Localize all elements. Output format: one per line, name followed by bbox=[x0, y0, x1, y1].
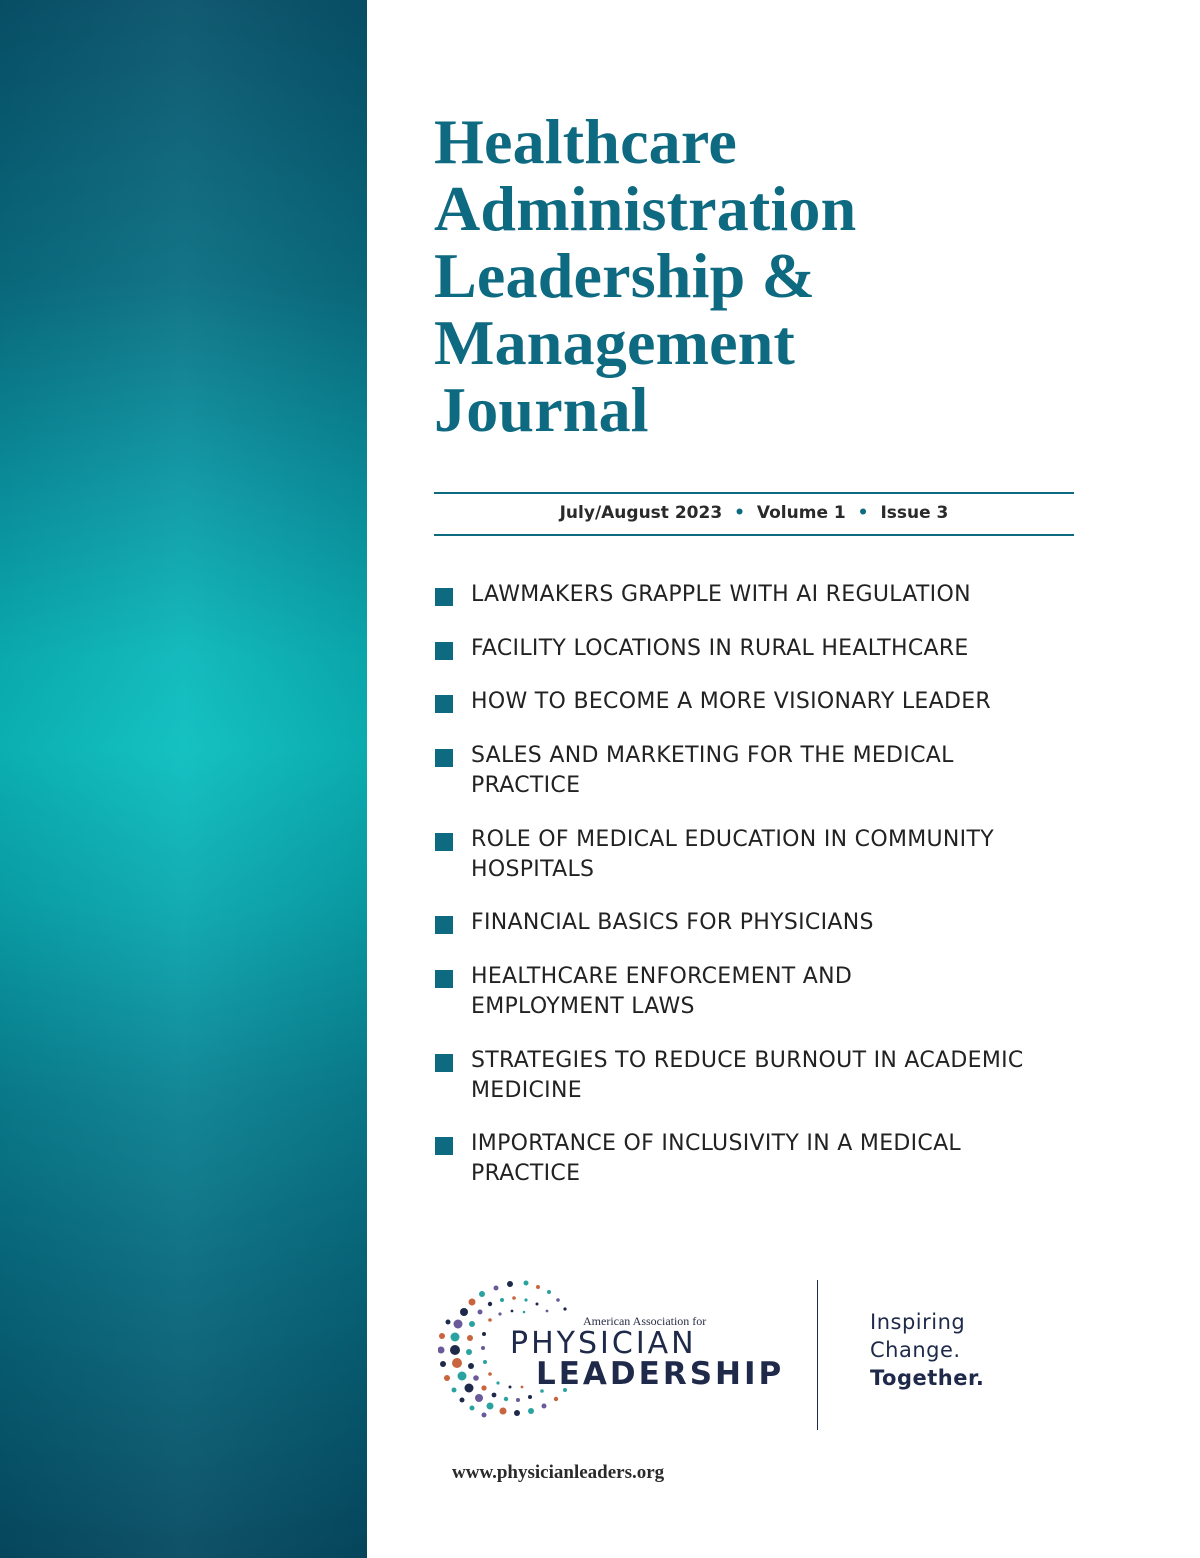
journal-title-line: Management bbox=[434, 307, 796, 378]
tagline-line: Together. bbox=[870, 1366, 985, 1390]
issue-info bbox=[434, 503, 1074, 523]
journal-title-line: Healthcare bbox=[434, 106, 737, 177]
journal-title-line: Journal bbox=[434, 374, 649, 445]
tagline-line: Change. bbox=[870, 1338, 961, 1362]
bullet-square-icon bbox=[435, 970, 453, 988]
bullet-square-icon bbox=[435, 1054, 453, 1072]
issue-number: Issue 3 bbox=[880, 503, 949, 523]
issue-date: July/August 2023 bbox=[559, 503, 723, 523]
tagline-line: Inspiring bbox=[870, 1310, 966, 1334]
logo-wordmark-leadership: LEADERSHIP bbox=[536, 1356, 785, 1392]
separator-dot: • bbox=[734, 503, 745, 523]
bullet-square-icon bbox=[435, 833, 453, 851]
separator-dot: • bbox=[857, 503, 869, 523]
logo-small-text: American Association for bbox=[583, 1314, 707, 1328]
toc-item-title: HEALTHCARE ENFORCEMENT AND EMPLOYMENT LAWS bbox=[471, 964, 853, 1019]
logo-divider bbox=[817, 1280, 818, 1430]
toc-item-title: IMPORTANCE OF INCLUSIVITY IN A MEDICAL PRACTICE bbox=[471, 1131, 961, 1186]
toc-item-title: FINANCIAL BASICS FOR PHYSICIANS bbox=[471, 910, 874, 935]
issue-rule-top bbox=[434, 492, 1074, 494]
toc-item-title: ROLE OF MEDICAL EDUCATION IN COMMUNITY HOSPITALS bbox=[471, 827, 994, 882]
toc-item-title: HOW TO BECOME A MORE VISIONARY LEADER bbox=[471, 689, 991, 714]
bullet-square-icon bbox=[435, 695, 453, 713]
cover-side-band bbox=[0, 0, 367, 1558]
toc-item-title: FACILITY LOCATIONS IN RURAL HEALTHCARE bbox=[471, 636, 969, 661]
bullet-square-icon bbox=[435, 588, 453, 606]
logo-wordmark-physician: PHYSICIAN bbox=[510, 1326, 697, 1361]
journal-title bbox=[434, 108, 1134, 443]
tagline bbox=[870, 1308, 984, 1392]
journal-title-line: Leadership & bbox=[434, 240, 816, 311]
bullet-square-icon bbox=[435, 642, 453, 660]
bullet-square-icon bbox=[435, 916, 453, 934]
toc-item-title: STRATEGIES TO REDUCE BURNOUT IN ACADEMIC MEDICINE bbox=[471, 1048, 1024, 1103]
bullet-square-icon bbox=[435, 1137, 453, 1155]
journal-title-line: Administration bbox=[434, 173, 857, 244]
website-url: www.physicianleaders.org bbox=[452, 1462, 665, 1483]
bullet-square-icon bbox=[435, 749, 453, 767]
issue-volume: Volume 1 bbox=[756, 503, 846, 523]
toc-item-title: LAWMAKERS GRAPPLE WITH AI REGULATION bbox=[471, 582, 971, 607]
issue-rule-bottom bbox=[434, 534, 1074, 536]
toc-item-title: SALES AND MARKETING FOR THE MEDICAL PRACTICE bbox=[471, 743, 954, 798]
